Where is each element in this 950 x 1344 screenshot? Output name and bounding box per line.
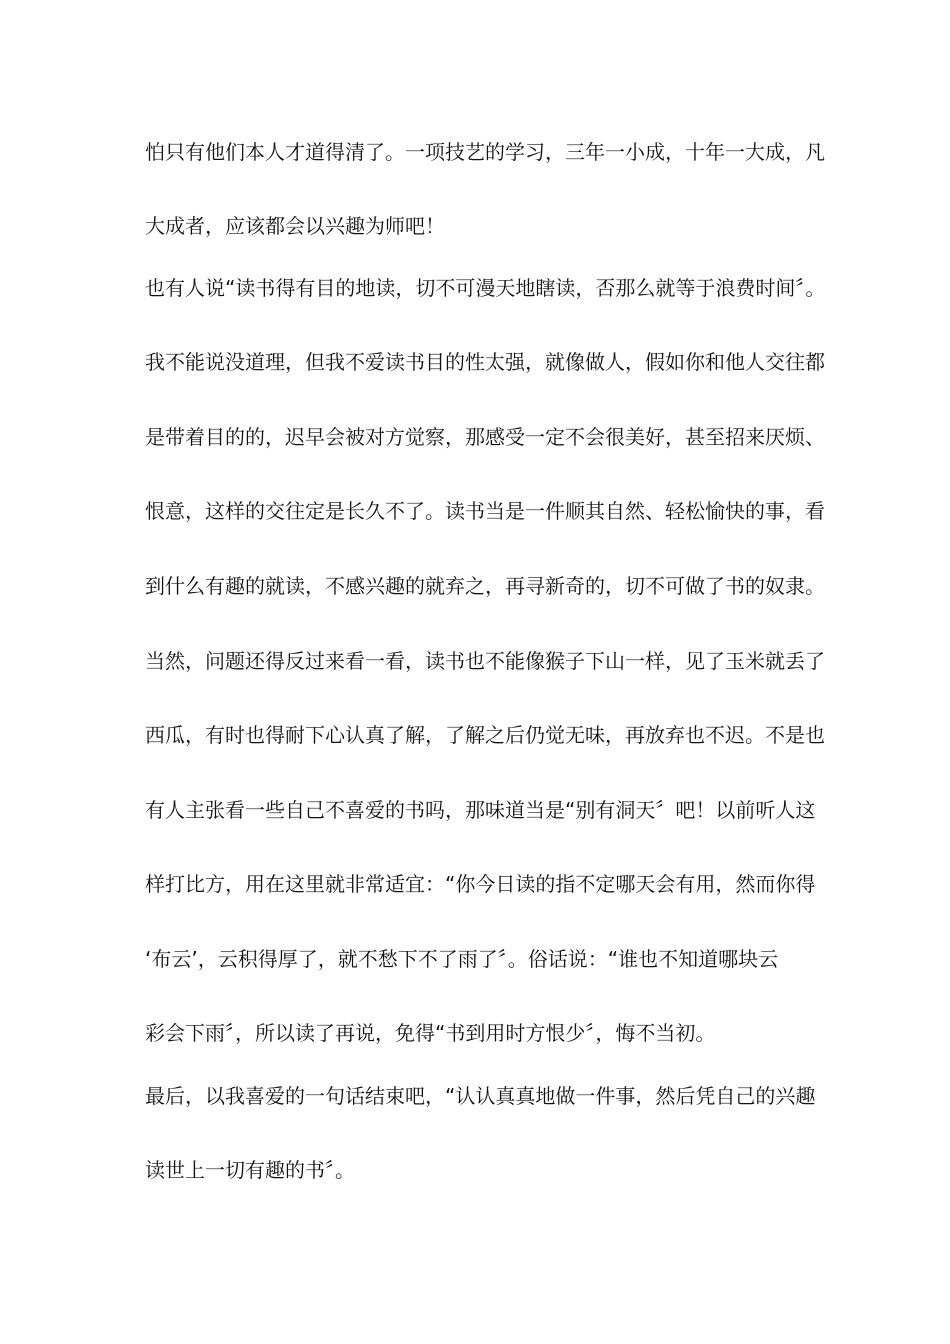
text-line: 到什么有趣的就读，不感兴趣的就弃之，再寻新奇的，切不可做了书的奴隶。 [145,574,825,598]
text-line: ‘布云’，云积得厚了，就不愁下不了雨了〞。俗话说：“谁也不知道哪块云 [145,947,779,971]
text-line: 我不能说没道理，但我不爱读书目的性太强，就像做人，假如你和他人交往都 [145,350,825,374]
text-line: 最后，以我喜爱的一句话结束吧，“认认真真地做一件事，然后凭自己的兴趣 [145,1084,816,1108]
text-line: 样打比方，用在这里就非常适宜：“你今日读的指不定哪天会有用，然而你得 [145,872,816,896]
text-line: 也有人说“读书得有目的地读，切不可漫天地瞎读，否那么就等于浪费时间〞。 [145,276,826,300]
text-line: 彩会下雨〞，所以读了再说，免得“书到用时方恨少〞，悔不当初。 [145,1021,716,1045]
text-line: 恨意，这样的交往定是长久不了。读书当是一件顺其自然、轻松愉快的事，看 [145,499,825,523]
text-line: 大成者，应该都会以兴趣为师吧！ [145,214,445,238]
text-line: 当然，问题还得反过来看一看，读书也不能像猴子下山一样，见了玉米就丢了 [145,649,825,673]
text-line: 读世上一切有趣的书〞。 [145,1158,355,1182]
text-line: 西瓜，有时也得耐下心认真了解，了解之后仍觉无味，再放弃也不迟。不是也 [145,723,825,747]
text-line: 有人主张看一些自己不喜爱的书吗，那味道当是“别有洞天〞吧！以前听人这 [145,798,816,822]
text-line: 怕只有他们本人才道得清了。一项技艺的学习，三年一小成，十年一大成，凡 [145,140,825,164]
text-line: 是带着目的的，迟早会被对方觉察，那感受一定不会很美好，甚至招来厌烦、 [145,425,825,449]
